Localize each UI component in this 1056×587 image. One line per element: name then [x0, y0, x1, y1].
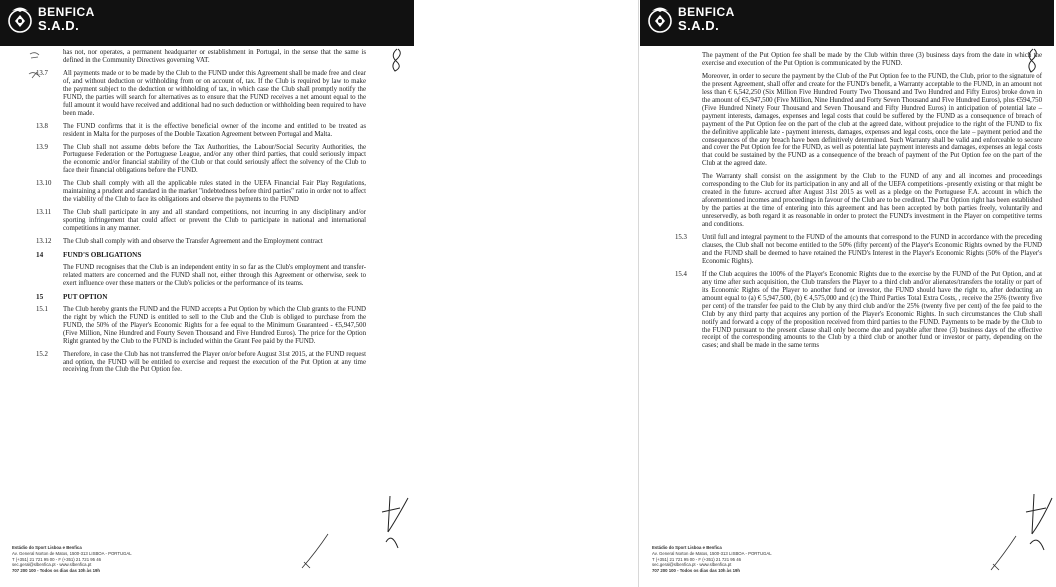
clause-number: 15.4: [675, 270, 687, 278]
clause-number: 15.2: [36, 350, 48, 358]
footer-address: [12, 545, 132, 574]
eagle-crest-icon: [646, 3, 674, 35]
clause-13-9: [36, 144, 366, 176]
logo-line2: S.A.D.: [38, 18, 80, 33]
paragraph: The Warranty shall consist on the assignment by the Club to the FUND of any and all incomes and proceedings corresponding to the Club for its participation in any and all of the UEFA competitions -presently existing or that might be created in the future- accrued after August 31st 2015 as well as a pledge on the Portuguese F.A. account in which the aforementioned incomes and proceedings in favour of the Club are to be credited. The Put Option right has been established by the parties at the time of entering into this agreement and has been accepted by both parties freely, voluntarily and unreservedly, as both regard it as reasonable in order to protect the FUND's investment in the Player on competitive terms and conditions.: [702, 173, 1042, 229]
footer-line: sec.geral@slbenfica.pt - www.slbenfica.pt: [12, 562, 92, 568]
clause-number: 13.8: [36, 122, 48, 130]
section-number: 15: [36, 292, 44, 301]
left-body: [36, 49, 366, 379]
footer-line: T (+351) 21 721 95 00 - F (+351) 21 721 95 46: [652, 556, 742, 562]
initial-signature-top: [1024, 47, 1042, 75]
clause-text: The Club shall participate in any and all standard competitions, not incurring in any disciplinary and/or sporting infringement that could affect or prevent the Club to participate in national and international competitions in any manner.: [63, 209, 366, 233]
logo-line1: BENFICA: [38, 5, 95, 19]
margin-stamp-mark: [28, 50, 42, 80]
clause-number: 15.3: [675, 234, 687, 242]
clause-number: 15.1: [36, 305, 48, 313]
initial-signature-bottom: [1024, 490, 1054, 554]
clause-15-2: [36, 351, 366, 375]
section-title: PUT OPTION: [63, 292, 108, 301]
clause-13-7: [36, 70, 366, 118]
clause-text: If the Club acquires the 100% of the Player's Economic Rights due to the exercise by the FUND of the Put Option, and at any time after such acquisition, the Club transfers the Player to a third club and/or alienates/transfers the totality or part of its Economic Rights of the Player to another fund or investor, the FUND should have the right to, after deducting an amount equal to (a) € 5,947,500, (b) € 4,575,000 and (c) the Third Parties Total Extra Costs, , receive the 25% (twenty five per cent) of the transfer fee paid to the Club by any third club and/or the 25% (twenty five per cent) of the fee paid to the Club by any third party that acquires any portion of the Player's Economic Rights. In such circumstances the Club shall notify and forward a copy of the proposition received from third parties to the FUND. Payments to be made by the Club to the FUND pursuant to the present clause shall only become due and payable after three (3) business days of the effective receipt of the corresponding amounts to the Club by a third club or another fund or investor or party, depending on the cases; and shall be made in the same terms: [702, 270, 1042, 350]
footer-line: Av. General Norton de Matos, 1500-313 LISBOA - PORTUGAL: [652, 550, 772, 556]
footer-address: [652, 545, 772, 574]
clause-number: 13.9: [36, 143, 48, 151]
clause-text: The FUND confirms that it is the effective beneficial owner of the income and entitled to be treated as resident in Malta for the purposes of the Double Taxation Agreement between Portugal and Malta.: [63, 122, 366, 138]
clause-13-10: [36, 180, 366, 204]
document-page-right: [640, 0, 1054, 587]
clause-13-11: [36, 209, 366, 233]
footer-line: Estádio do Sport Lisboa e Benfica: [652, 545, 722, 550]
clause-13-8: [36, 123, 366, 139]
clause-number: 13.7: [36, 69, 48, 77]
footer-line: Av. General Norton de Matos, 1500-313 LISBOA - PORTUGAL: [12, 550, 132, 556]
initial-signature-bottom: [376, 492, 410, 552]
clause-text: The Club hereby grants the FUND and the FUND accepts a Put Option by which the Club grants to the FUND the right by which the FUND is entitled to sell to the Club and the Club is obliged to purchase from the FUND, the 50% of the Player's Economic Rights for a fee equal to the Minimum Guaranteed - €5,947,500 (Five Million, Nine Hundred and Fourty Seven Thousand and Five Hundred Euros). The price for the Option Right granted by the Club to the FUND is included within the Grant Fee paid by the FUND.: [63, 305, 366, 345]
section-14-heading: [36, 252, 366, 260]
footer-line: 707 200 100 - Todos os dias das 10h às 19h: [12, 568, 101, 574]
paragraph: Moreover, in order to secure the payment by the Club of the Put Option fee to the FUND, the Club, prior to the signature of the present Agreement, shall offer and create for the FUND's benefit, a Warranty acceptable to the FUND, in an amount not less than € 6,542,250 (Six Million Five Hundred Fourty Two Thousand and Two Hundred and Fifty Euros) broke down in the amount of €5,947,500 (Five Million, Nine Hundred and Forty Seven Thousand and Five Hundred Euros), plus €594,750 (Five Hundred Ninety Four Thousand and Seven Thousand and Fifty Hundred Euros) in anticipation of potential late – payment interests, damages, expenses and legal costs that could be suffered by the FUND as a consequence of breach of payment of the Put Option fee on the part of the club at the agreed date, without prejudice to the right of the FUND to fix the definitive applicable late - payment interests, damages, expenses and legal costs, once the late – payment period and the consequences of the any breach have been definitively determined. Such Warranty shall be valid and enforceable to secure and cover the Put Option fee for the FUND, as well as potential late payment interests and damages, expenses an legal costs that could be sustained by the FUND as a consequence of the breach of payment of the Put Option fee on the part of the Club at the agreed date.: [702, 72, 1042, 168]
footer-signature-stroke: [988, 534, 1020, 574]
footer-line: sec.geral@slbenfica.pt - www.slbenfica.pt: [652, 562, 732, 568]
paragraph: The payment of the Put Option fee shall be made by the Club within three (3) business days from the date in which the exercise and execution of the Put Option is communicated by the FUND.: [702, 52, 1042, 67]
clause-text: Therefore, in case the Club has not transferred the Player on/or before August 31st 2015, at the FUND request and option, the FUND will be entitled to exercise and request the execution of the Put Option at any time receiving from the Club the Put Option fee.: [63, 350, 366, 374]
clause-text: The Club shall not assume debts before the Tax Authorities, the Labour/Social Security Authorities, the Portuguese Federation or the Portuguese League, and/or any other third parties, that could seriously impact the economic and/or financial stability of the Club or that could seriously affect the solvency of the Club to face their financial obligations before the FUND.: [63, 143, 366, 175]
document-page-left: [0, 0, 414, 587]
clause-text: The Club shall comply with and observe the Transfer Agreement and the Employment contract: [63, 238, 323, 246]
benfica-logo: [646, 3, 735, 35]
clause-number: 13.12: [36, 238, 52, 246]
clause-15-3: [675, 234, 1042, 266]
clause-number: 13.10: [36, 180, 52, 188]
section-number: 14: [36, 251, 44, 260]
page-edge: [638, 0, 639, 587]
intro-paragraph: has not, nor operates, a permanent headquarter or establishment in Portugal, in the sense that the same is defined in the Community Directives governing VAT.: [63, 49, 366, 64]
benfica-logo: [6, 3, 95, 35]
clause-13-12: [36, 238, 366, 246]
logo-line1: BENFICA: [678, 5, 735, 19]
page-gap: [414, 0, 640, 587]
section-15-heading: [36, 294, 366, 302]
clause-15-4: [675, 271, 1042, 351]
header-bar: [0, 0, 414, 46]
logo-line2: S.A.D.: [678, 18, 720, 33]
clause-number: 13.11: [36, 209, 52, 217]
clause-text: All payments made or to be made by the Club to the FUND under this Agreement shall be made free and clear of, and without deduction or withholding from or on account of, tax. If the Club is required by law to make the payment subject to the deduction or withholding of tax, in which case the Club shall promptly notify the FUND, the parties will search for alternatives as to ensure that the FUND receives a net amount equal to the full amount it would have received and additional had no such deduction or withholding been required to have been made.: [63, 69, 366, 117]
clause-text: Until full and integral payment to the FUND of the amounts that correspond to the FUND in accordance with the preceding clauses, the Club shall not become entitled to the 50% (fifty percent) of the Player's Economic Rights owned by the FUND and the FUND shall be deemed to have retained the FUND's Interest in the Player's Economic Rights (50% of the Player's Economic Rights).: [702, 234, 1042, 265]
footer-line: Estádio do Sport Lisboa e Benfica: [12, 545, 82, 550]
header-bar: [640, 0, 1054, 46]
section-14-paragraph: The FUND recognises that the Club is an independent entity in so far as the Club's employment and transfer-related matters are concerned and the FUND shall not, either through this Agreement or otherwise, seek to exert influence over these matters or the Club's policies or the performance of its teams.: [63, 263, 366, 287]
footer-signature-stroke: [298, 532, 332, 572]
footer-line: T (+351) 21 721 95 00 - F (+351) 21 721 95 46: [12, 556, 102, 562]
footer-line: 707 200 100 - Todos os dias das 10h às 19h: [652, 568, 741, 574]
section-title: FUND'S OBLIGATIONS: [63, 251, 142, 260]
eagle-crest-icon: [6, 3, 34, 35]
clause-15-1: [36, 306, 366, 346]
initial-signature-top: [388, 47, 406, 73]
right-body: [675, 52, 1042, 355]
clause-text: The Club shall comply with all the applicable rules stated in the UEFA Financial Fair Play Regulations, maintaining a prudent and standard in the market "indebtedness before third parties" ratio in order not to affect the viability of the Club to face its obligations and observe the payments to the FUND: [63, 180, 366, 204]
